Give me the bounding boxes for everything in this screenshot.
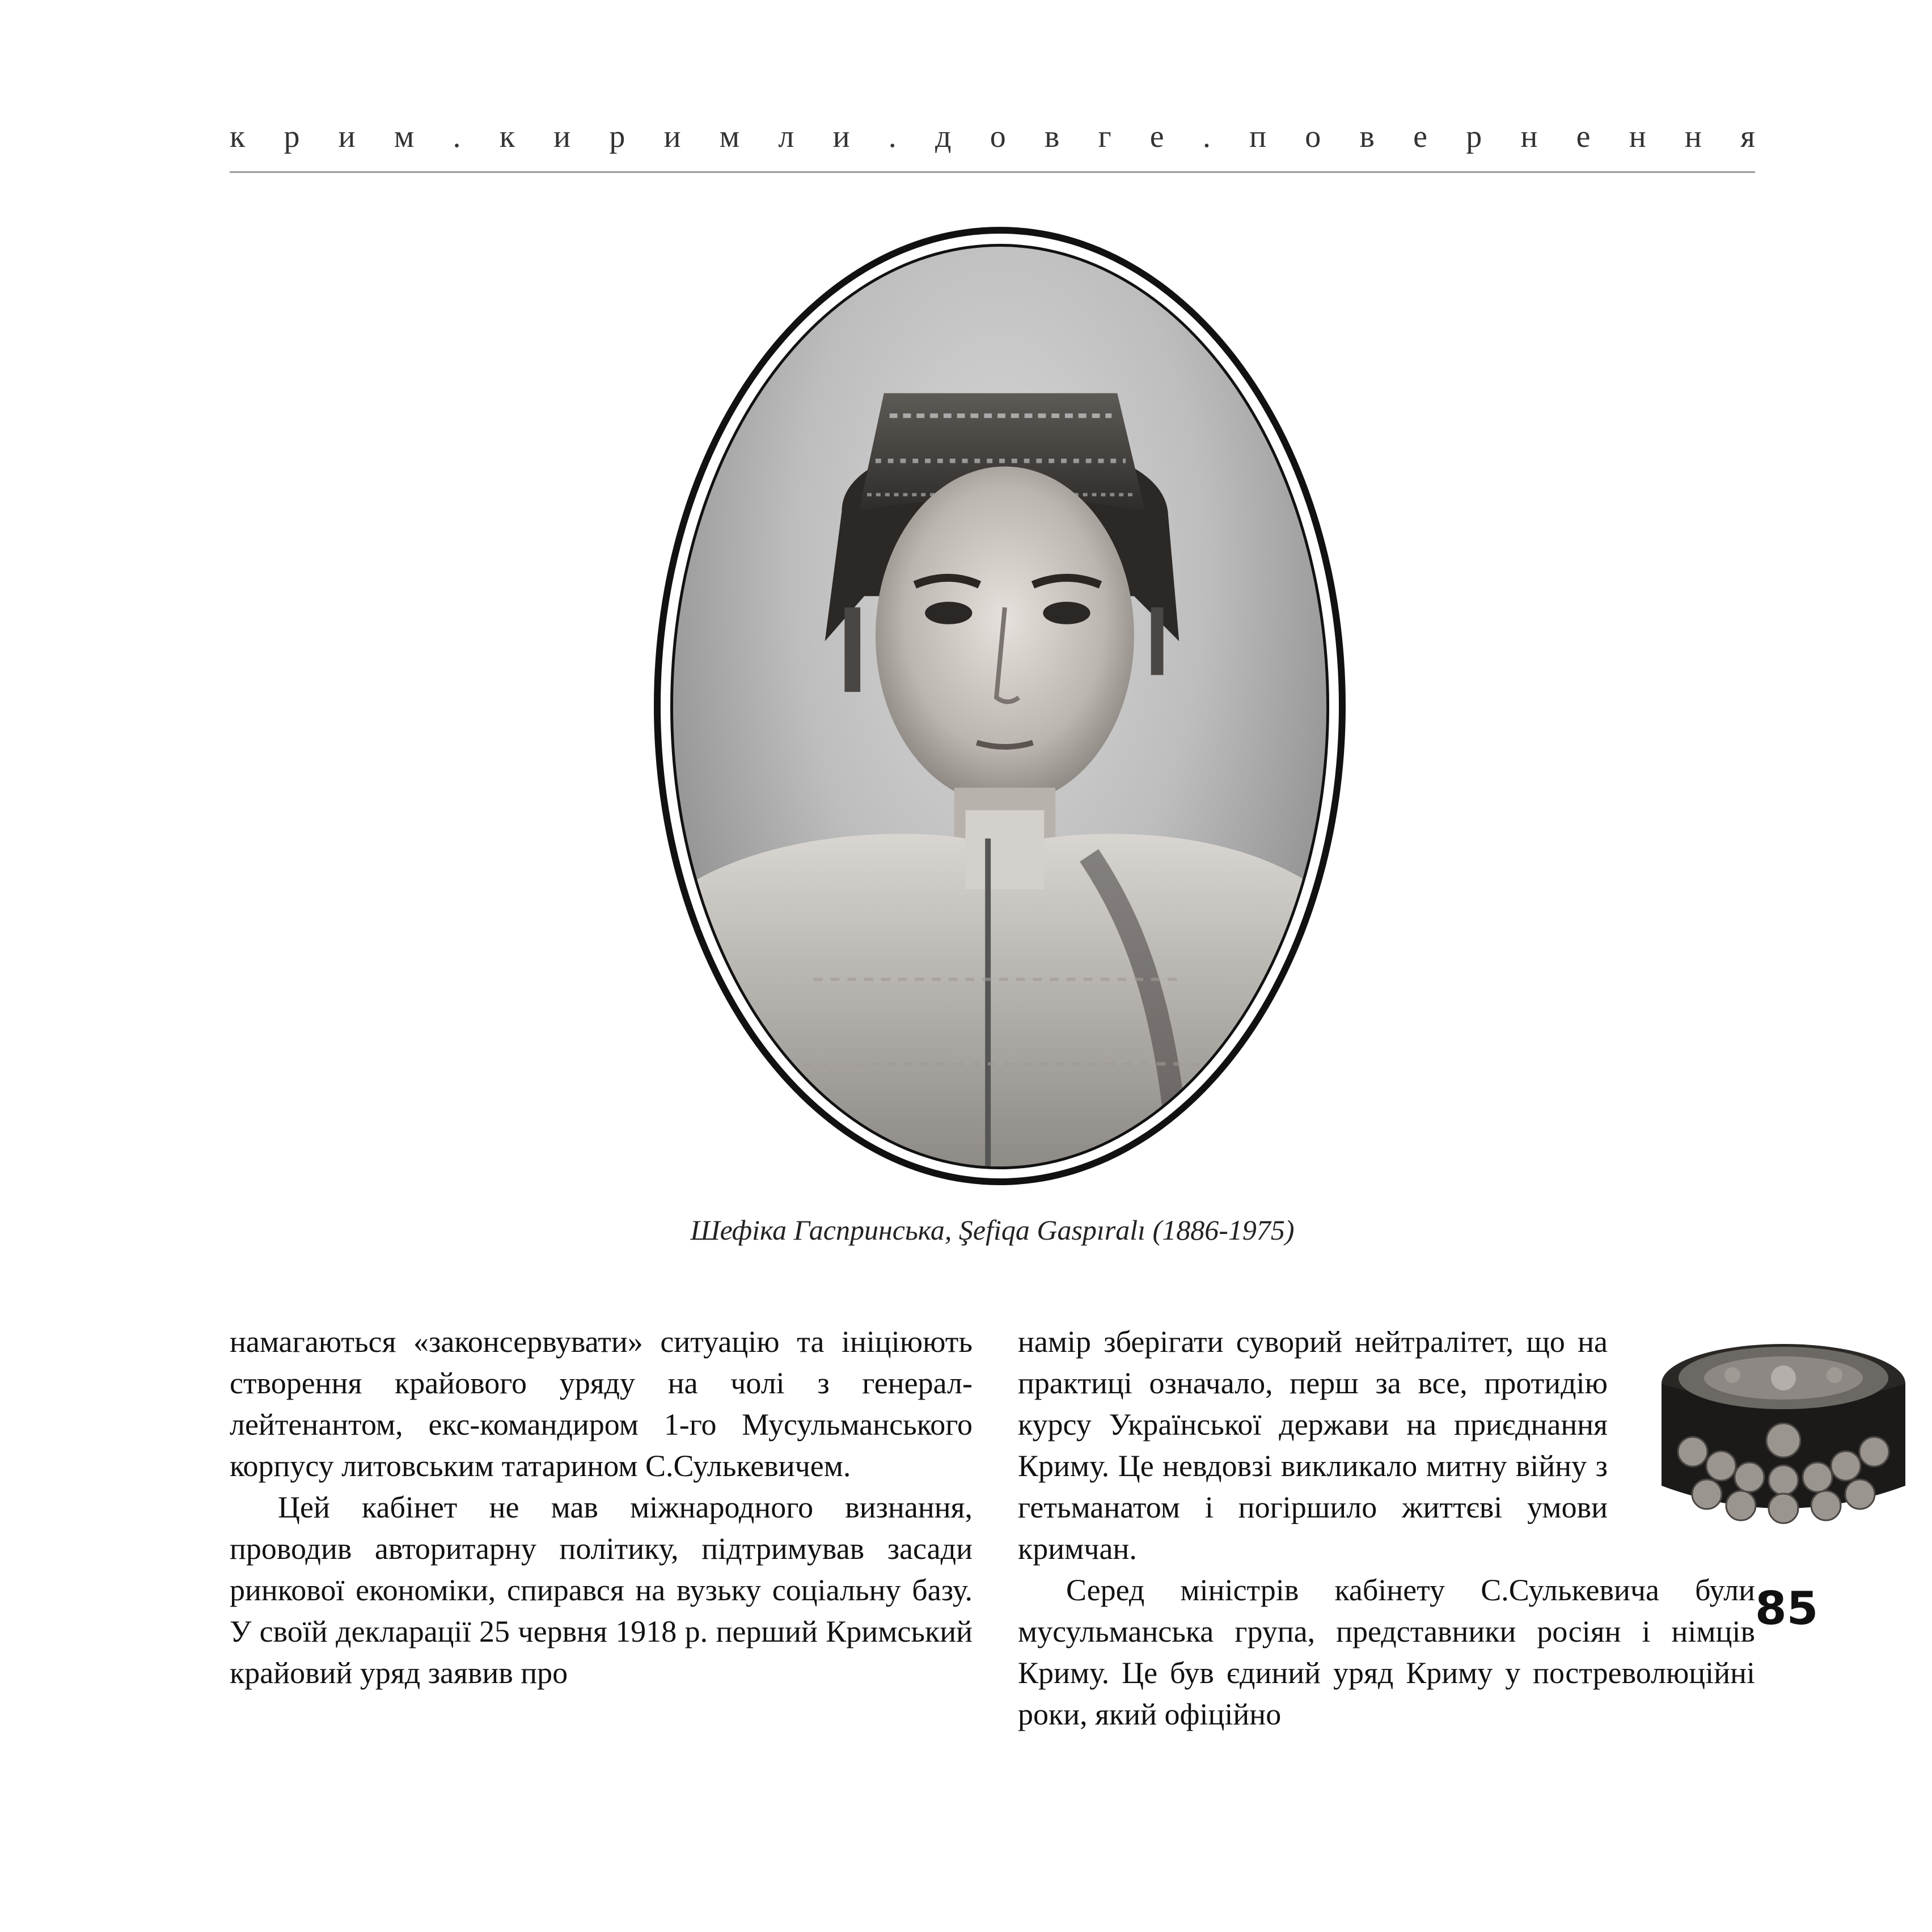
- paragraph: Цей кабінет не мав міжнародного визнання, проводив авторитарну політику, підтримував засади ринкової економіки, спирався на вузьку соціальну базу. У своїй декларації 25 червня 1918 р. перший Кримський крайовий уряд заявив про: [230, 1490, 973, 1690]
- running-head-letter: е: [1149, 119, 1164, 154]
- running-head-letter: о: [1305, 119, 1321, 154]
- paragraph: Серед міністрів кабінету С.Сулькевича були мусульманська група, представники росіян і німців Криму. Це був єдиний уряд Криму у постреволюційні роки, який офіційно: [1018, 1573, 1755, 1731]
- skullcap-image: [1647, 1327, 1920, 1542]
- running-head-letter: л: [778, 119, 794, 154]
- running-head-letter: и: [832, 119, 850, 154]
- left-column: [230, 1321, 973, 1694]
- running-head-letter: в: [1359, 119, 1375, 154]
- running-head-letter: н: [1629, 119, 1646, 154]
- page-number: 85: [1755, 1582, 1819, 1635]
- running-head-letter: е: [1576, 119, 1591, 154]
- header-rule: [230, 171, 1755, 173]
- running-head-letter: и: [338, 119, 356, 154]
- running-head-letter: и: [553, 119, 571, 154]
- running-head-letter: .: [1202, 119, 1211, 154]
- right-column-bottom: [1018, 1570, 1755, 1735]
- running-head-letter: д: [935, 119, 952, 154]
- paragraph: намагаються «законсервувати» ситуацію та ініціюють створення крайового уряду на чолі з генерал-лейтенантом, екс-командиром 1-го Мусульманського корпусу литовським татарином С.Сулькевичем.: [230, 1325, 973, 1483]
- running-head-letter: м: [394, 119, 415, 154]
- running-head-letter: о: [990, 119, 1006, 154]
- running-head-letter: р: [609, 119, 625, 154]
- paragraph: намір зберігати суворий нейтралітет, що на практиці означало, перш за все, протидію курсу Української держави на приєднання Криму. Це невдовзі викликало митну війну з гетьманатом і погіршило життєві умови кримчан.: [1018, 1325, 1608, 1566]
- running-head-letter: .: [888, 119, 897, 154]
- running-head-letter: е: [1413, 119, 1428, 154]
- running-head-letter: .: [453, 119, 461, 154]
- running-head-letter: в: [1044, 119, 1060, 154]
- running-head-letter: г: [1098, 119, 1111, 154]
- right-column-top: [1018, 1321, 1608, 1570]
- figure-caption: Шефіка Гаспринська, Şefiqa Gaspıralı (1886-1975): [690, 1214, 1295, 1246]
- portrait-photo: [670, 244, 1329, 1169]
- running-head-letter: н: [1520, 119, 1538, 154]
- running-head-letter: и: [663, 119, 681, 154]
- running-head-letter: к: [499, 119, 515, 154]
- running-head-letter: р: [284, 119, 300, 154]
- running-head: [230, 117, 1755, 157]
- running-head-letter: п: [1249, 119, 1267, 154]
- running-head-letter: р: [1466, 119, 1482, 154]
- running-head-letter: м: [719, 119, 740, 154]
- running-head-letter: к: [230, 119, 246, 154]
- running-head-letter: н: [1684, 119, 1702, 154]
- running-head-letter: я: [1740, 119, 1755, 154]
- portrait-illustration: [673, 247, 1326, 1166]
